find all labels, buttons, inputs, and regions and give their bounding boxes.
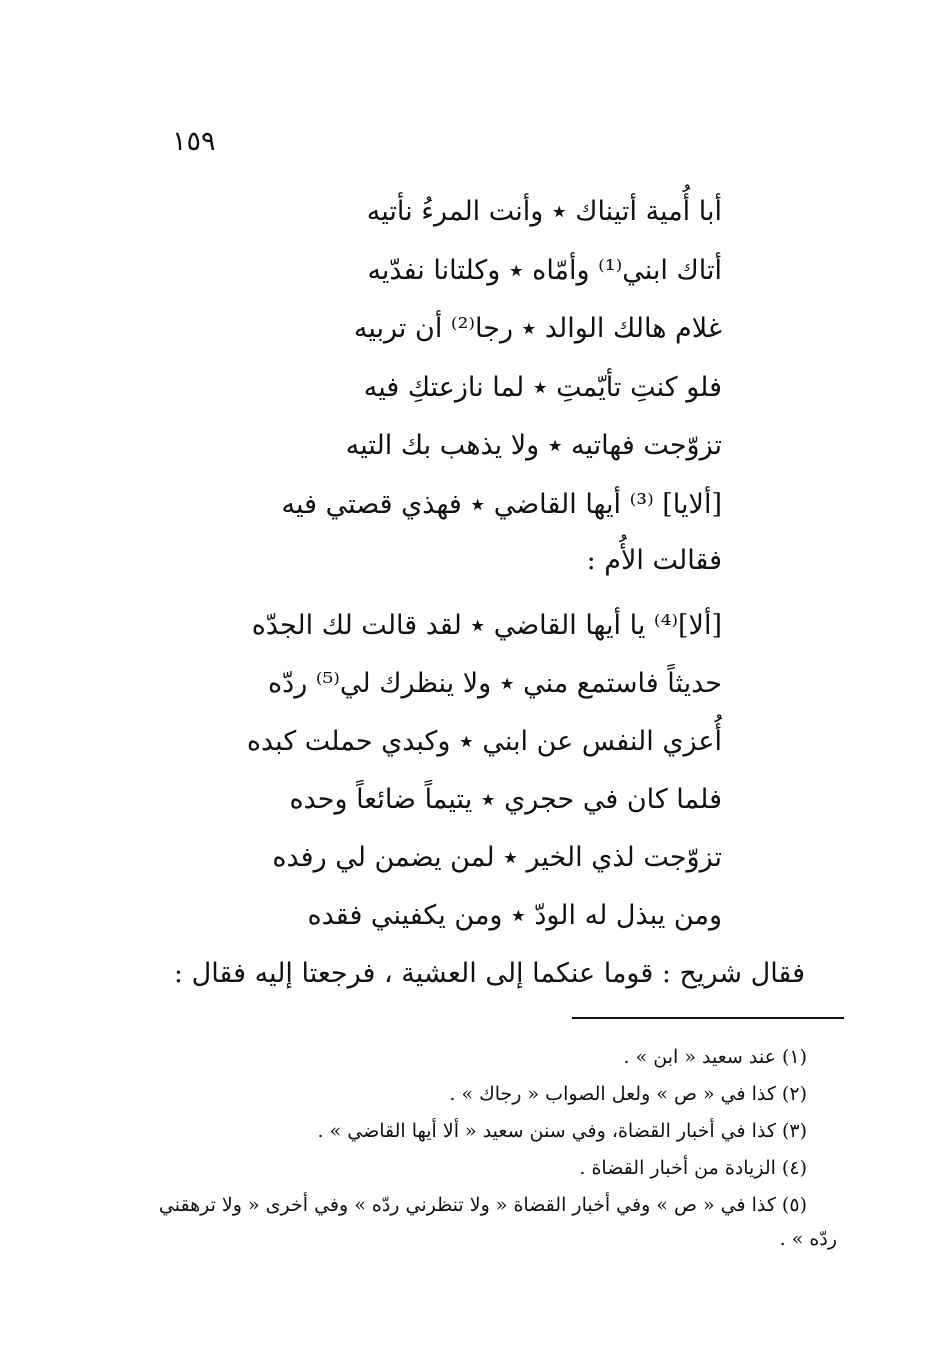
verse-line: أبا أُمية أتيناك ٭ وأنت المرءُ نأتيه [366, 196, 722, 227]
footnote: (١) عند سعيد « ابن » . [623, 1046, 807, 1068]
interlude-line: فقالت الأُم : [586, 545, 722, 576]
footnote: (٥) كذا في « ص » وفي أخبار القضاة « ولا تنظرني ردّه » وفي أخرى « ولا ترهقني [158, 1194, 807, 1216]
verse-line: فلما كان في حجري ٭ يتيماً ضائعاً وحده [289, 784, 722, 815]
verse-line: حديثاً فاستمع مني ٭ ولا ينظرك لي⁽⁵⁾ ردّه [268, 668, 722, 699]
verse-line: أتاك ابني⁽¹⁾ وأمّاه ٭ وكلتانا نفدّيه [367, 254, 722, 286]
footnote-continuation: ردّه » . [779, 1228, 837, 1250]
verse-line: [ألايا] ⁽³⁾ أيها القاضي ٭ فهذي قصتي فيه [281, 488, 722, 520]
verse-line: [ألا]⁽⁴⁾ يا أيها القاضي ٭ لقد قالت لك الجدّه [251, 610, 722, 641]
prose-line [173, 958, 805, 989]
verse-line: تزوّجت فهاتيه ٭ ولا يذهب بك التيه [345, 430, 722, 461]
footnote-divider [572, 1017, 844, 1019]
verse-line: تزوّجت لذي الخير ٭ لمن يضمن لي رفده [272, 842, 722, 873]
footnote: (٢) كذا في « ص » ولعل الصواب « رجاك » . [449, 1083, 807, 1105]
verse-line: فلو كنتِ تأيّمتِ ٭ لما نازعتكِ فيه [363, 371, 722, 403]
footnote: (٤) الزيادة من أخبار القضاة . [579, 1157, 807, 1179]
verse-line: غلام هالك الوالد ٭ رجا⁽²⁾ أن تربيه [353, 313, 722, 344]
verse-line: أُعزي النفس عن ابني ٭ وكبدي حملت كبده [246, 726, 722, 757]
page-number: ١٥٩ [172, 126, 216, 157]
prose-text: فقال شريح : قوما عنكما إلى العشية ، فرجعتا إليه فقال : [173, 958, 805, 989]
verse-line: ومن يبذل له الودّ ٭ ومن يكفيني فقده [307, 900, 722, 931]
footnote: (٣) كذا في أخبار القضاة، وفي سنن سعيد « ألا أيها القاضي » . [317, 1120, 807, 1142]
